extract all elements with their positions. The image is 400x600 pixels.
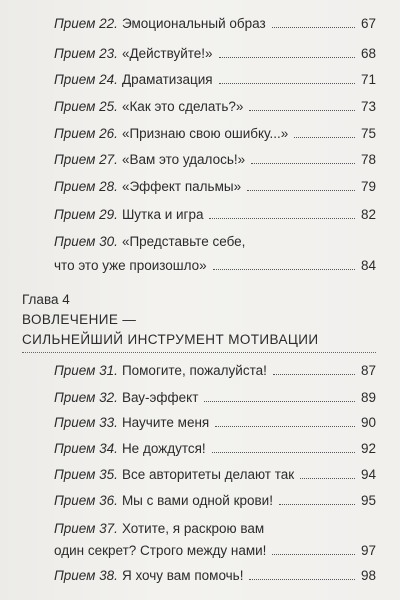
entry-number: Прием 28. <box>54 179 118 194</box>
leader-dots <box>219 57 355 58</box>
leader-dots <box>294 137 355 138</box>
leader-dots <box>209 218 354 219</box>
entry-page: 90 <box>360 415 376 430</box>
entry-title: Эмоциональный образ <box>121 16 266 31</box>
entry-number: Прием 22. <box>54 16 118 31</box>
entry-page: 94 <box>360 467 376 482</box>
leader-dots <box>204 401 355 402</box>
entry-number: Прием 31. <box>54 363 118 378</box>
entry-number: Прием 34. <box>54 441 118 456</box>
entry-title: Научите меня <box>121 415 210 430</box>
leader-dots <box>279 504 355 505</box>
toc-entry-29 <box>54 205 376 224</box>
entry-title: «Как это сделать?» <box>121 99 244 114</box>
entry-page: 67 <box>360 16 376 31</box>
toc-entry-37 <box>54 519 376 560</box>
entry-page: 68 <box>360 46 376 61</box>
entry-page: 78 <box>360 152 376 167</box>
toc-entry-23 <box>54 44 376 63</box>
entry-title: «Представьте себе, <box>121 234 246 249</box>
entry-title: «Признаю свою ошибку...» <box>121 126 289 141</box>
toc-entry-35 <box>54 465 376 484</box>
entry-page: 89 <box>360 390 376 405</box>
leader-dots <box>249 579 354 580</box>
entry-title: Хотите, я раскрою вам <box>121 521 265 536</box>
chapter-divider <box>22 352 376 353</box>
entry-page: 84 <box>360 258 376 273</box>
entry-number: Прием 25. <box>54 99 118 114</box>
leader-dots <box>272 27 355 28</box>
entry-number: Прием 23. <box>54 46 118 61</box>
entry-number: Прием 33. <box>54 415 118 430</box>
entry-title: Не дождутся! <box>121 441 206 456</box>
toc-entry-26 <box>54 124 376 143</box>
chapter-title-line1: ВОВЛЕЧЕНИЕ — <box>22 312 137 327</box>
entry-page: 87 <box>360 363 376 378</box>
toc-entry-25 <box>54 97 376 116</box>
chapter-title-line2: СИЛЬНЕЙШИЙ ИНСТРУМЕНТ МОТИВАЦИИ <box>22 332 319 347</box>
entry-title: Мы с вами одной крови! <box>121 493 273 508</box>
leader-dots <box>273 374 355 375</box>
entry-number: Прием 29. <box>54 207 118 222</box>
entry-title: «Вам это удалось!» <box>121 152 246 167</box>
entry-title: «Эффект пальмы» <box>121 179 242 194</box>
toc-entry-36 <box>54 491 376 510</box>
leader-dots <box>219 83 355 84</box>
toc-entry-28 <box>54 177 376 196</box>
leader-dots <box>213 269 355 270</box>
entry-number: Прием 38. <box>54 568 118 583</box>
toc-entry-33 <box>54 413 376 432</box>
leader-dots <box>247 190 355 191</box>
entry-page: 98 <box>360 568 376 583</box>
chapter-label: Глава 4 <box>22 292 70 307</box>
entry-number: Прием 24. <box>54 72 118 87</box>
entry-title-continued: что это уже произошло» <box>54 258 207 273</box>
leader-dots <box>300 478 355 479</box>
entry-title: «Действуйте!» <box>121 46 213 61</box>
entry-title-continued: один секрет? Строго между нами! <box>54 543 267 558</box>
toc-entry-32 <box>54 388 376 407</box>
entry-page: 97 <box>360 543 376 558</box>
toc-entry-27 <box>54 150 376 169</box>
entry-page: 82 <box>360 207 376 222</box>
entry-number: Прием 36. <box>54 493 118 508</box>
entry-number: Прием 35. <box>54 467 118 482</box>
toc-entry-38 <box>54 566 376 585</box>
entry-title: Вау-эффект <box>121 390 199 405</box>
entry-number: Прием 26. <box>54 126 118 141</box>
leader-dots <box>272 554 355 555</box>
entry-title: Все авторитеты делают так <box>121 467 295 482</box>
entry-number: Прием 37. <box>54 521 118 536</box>
entry-page: 79 <box>360 179 376 194</box>
entry-title: Я хочу вам помочь! <box>121 568 244 583</box>
entry-number: Прием 27. <box>54 152 118 167</box>
toc-entry-22 <box>54 14 376 33</box>
entry-number: Прием 32. <box>54 390 118 405</box>
entry-page: 95 <box>360 493 376 508</box>
toc-entry-24 <box>54 70 376 89</box>
entry-page: 75 <box>360 126 376 141</box>
entry-title: Шутка и игра <box>121 207 204 222</box>
entry-title: Драматизация <box>121 72 213 87</box>
toc-entry-34 <box>54 439 376 458</box>
leader-dots <box>212 452 355 453</box>
toc-entry-30 <box>54 232 376 275</box>
leader-dots <box>251 163 355 164</box>
entry-page: 92 <box>360 441 376 456</box>
leader-dots <box>249 110 355 111</box>
entry-title: Помогите, пожалуйста! <box>121 363 267 378</box>
toc-entry-31 <box>54 361 376 380</box>
entry-page: 73 <box>360 99 376 114</box>
entry-number: Прием 30. <box>54 234 118 249</box>
leader-dots <box>215 426 355 427</box>
entry-page: 71 <box>360 72 376 87</box>
